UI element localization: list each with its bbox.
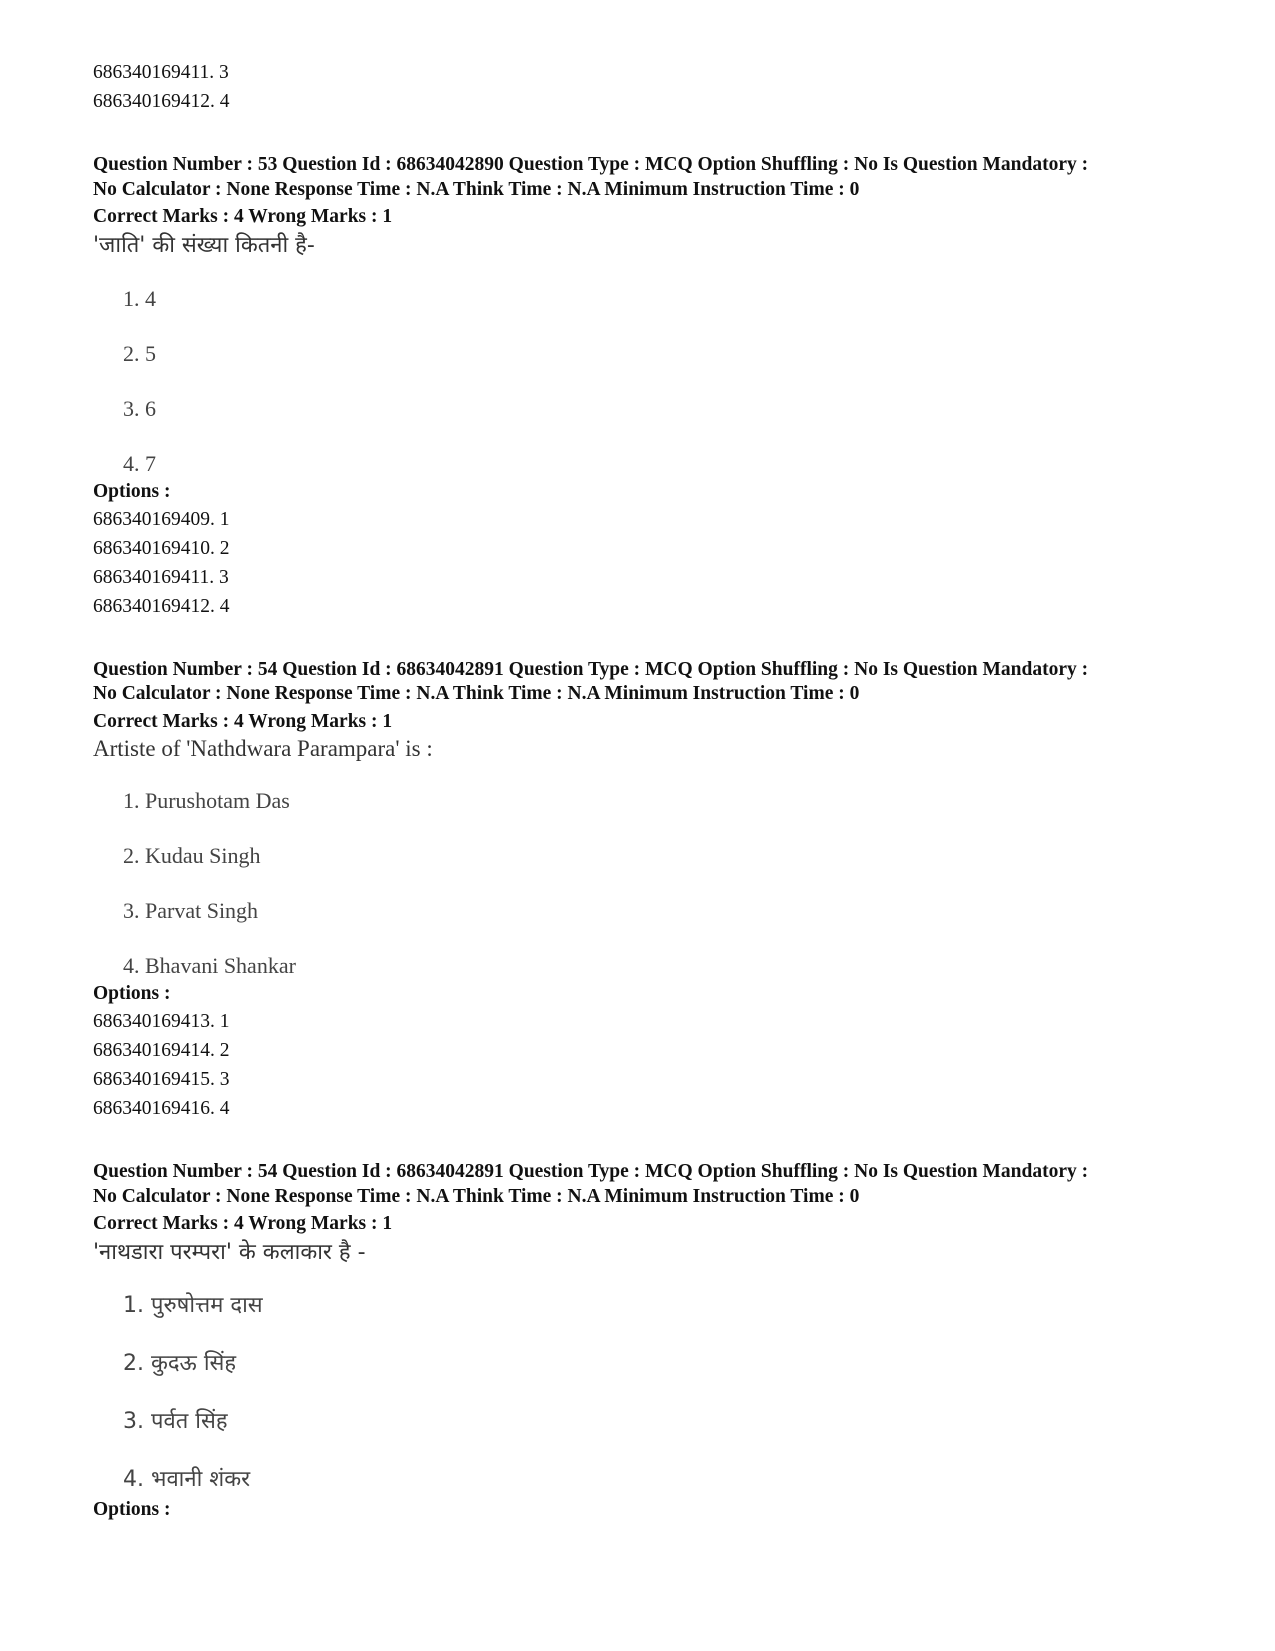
- option-id-line: 686340169412. 4: [93, 595, 230, 617]
- question-header-line2: No Calculator : None Response Time : N.A Think Time : N.A Minimum Instruction Time : 0: [93, 683, 860, 704]
- question-marks: Correct Marks : 4 Wrong Marks : 1: [93, 206, 393, 227]
- choice-item: 2. 5: [123, 340, 156, 366]
- choice-list: [123, 284, 1213, 479]
- option-id-line: 686340169415. 3: [93, 1069, 230, 1090]
- question-marks: Correct Marks : 4 Wrong Marks : 1: [93, 710, 393, 732]
- option-id-line: 686340169409. 1: [93, 508, 230, 530]
- choice-item: 2. कुदऊ सिंह: [123, 1350, 237, 1376]
- question-header-line1: Question Number : 53 Question Id : 68634042890 Question Type : MCQ Option Shuffling : No Is Question Mandatory :: [93, 154, 1089, 175]
- question-block-54-hindi: [93, 1160, 1213, 1523]
- choice-item: 3. Parvat Singh: [123, 898, 259, 923]
- choice-item: 2. Kudau Singh: [123, 843, 261, 868]
- question-text: 'नाथडारा परम्परा' के कलाकार है -: [93, 1239, 366, 1265]
- option-id-line: 686340169411. 3: [93, 566, 229, 588]
- options-label: Options :: [93, 480, 171, 502]
- options-label: Options :: [93, 1498, 171, 1520]
- question-header-line1: Question Number : 54 Question Id : 68634042891 Question Type : MCQ Option Shuffling : No Is Question Mandatory :: [93, 1161, 1089, 1182]
- option-id-line: 686340169411. 3: [93, 62, 229, 83]
- choice-item: 4. भवानी शंकर: [123, 1466, 251, 1492]
- choice-item: 1. 4: [123, 285, 156, 311]
- choice-item: 3. पर्वत सिंह: [123, 1408, 228, 1434]
- question-marks: Correct Marks : 4 Wrong Marks : 1: [93, 1213, 393, 1234]
- option-id-line: 686340169412. 4: [93, 91, 230, 112]
- previous-options-continuation: [93, 58, 1213, 116]
- choice-item: 1. Purushotam Das: [123, 788, 290, 813]
- question-header-line1: Question Number : 54 Question Id : 68634042891 Question Type : MCQ Option Shuffling : No Is Question Mandatory :: [93, 658, 1089, 680]
- question-text: Artiste of 'Nathdwara Parampara' is :: [93, 736, 433, 761]
- option-id-line: 686340169410. 2: [93, 537, 230, 559]
- choice-item: 1. पुरुषोत्तम दास: [123, 1292, 263, 1318]
- options-label: Options :: [93, 983, 171, 1004]
- question-block-54-english: [93, 658, 1213, 1124]
- question-text: 'जाति' की संख्या कितनी है-: [93, 232, 315, 258]
- choice-item: 3. 6: [123, 395, 156, 421]
- document-page: [93, 58, 1213, 1523]
- question-block-53: [93, 153, 1213, 621]
- option-id-line: 686340169416. 4: [93, 1098, 230, 1119]
- option-id-line: 686340169413. 1: [93, 1011, 230, 1032]
- choice-list: [123, 1291, 1213, 1497]
- question-header-line2: No Calculator : None Response Time : N.A Think Time : N.A Minimum Instruction Time : 0: [93, 1185, 860, 1207]
- option-id-line: 686340169414. 2: [93, 1040, 230, 1061]
- choice-list: [123, 786, 1213, 981]
- choice-item: 4. Bhavani Shankar: [123, 953, 296, 978]
- choice-item: 4. 7: [123, 450, 156, 476]
- question-header-line2: No Calculator : None Response Time : N.A Think Time : N.A Minimum Instruction Time : 0: [93, 178, 860, 200]
